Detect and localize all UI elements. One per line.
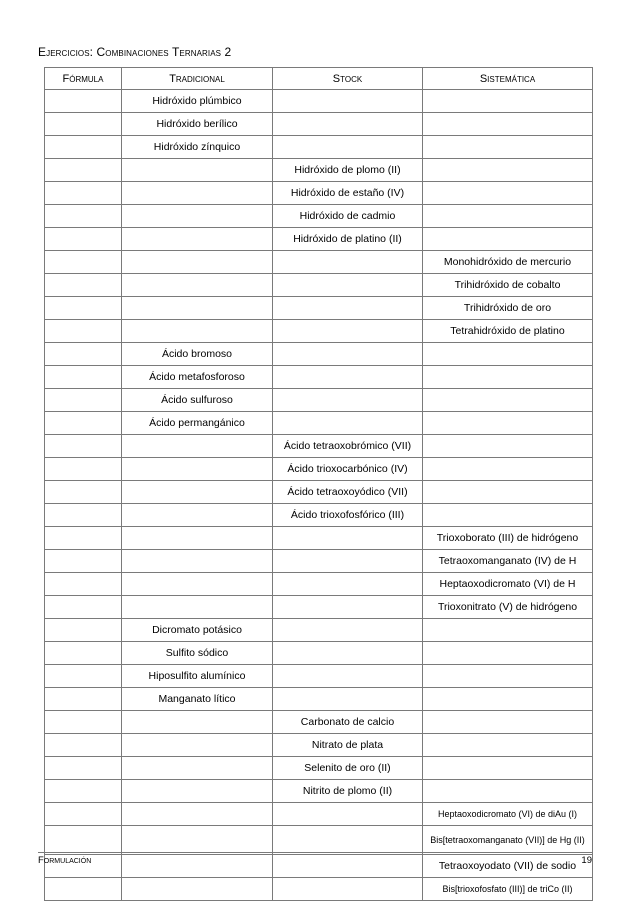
systematic-name-cell [423,136,593,159]
stock-name-cell: Nitrato de plata [273,734,423,757]
traditional-name-cell [122,481,273,504]
traditional-name-cell [122,734,273,757]
column-header-traditional: Tradicional [122,68,273,90]
table-row [45,458,593,481]
table-row [45,113,593,136]
traditional-name-cell [122,251,273,274]
traditional-name-cell [122,320,273,343]
table-row [45,297,593,320]
table-row [45,780,593,803]
column-header-stock: Stock [273,68,423,90]
table-row [45,826,593,855]
systematic-name-cell [423,412,593,435]
column-header-formula: Fórmula [45,68,122,90]
footer-divider [38,852,592,853]
table-row [45,182,593,205]
traditional-name-cell: Ácido metafosforoso [122,366,273,389]
traditional-name-cell [122,435,273,458]
table-header-row [45,68,593,90]
traditional-name-cell [122,711,273,734]
systematic-name-cell [423,665,593,688]
stock-name-cell: Nitrito de plomo (II) [273,780,423,803]
traditional-name-cell [122,803,273,826]
formula-cell [45,481,122,504]
formula-cell [45,504,122,527]
stock-name-cell [273,826,423,855]
systematic-name-cell [423,619,593,642]
systematic-name-cell [423,711,593,734]
formula-cell [45,251,122,274]
table-row [45,159,593,182]
stock-name-cell [273,113,423,136]
traditional-name-cell [122,780,273,803]
formula-cell [45,458,122,481]
stock-name-cell [273,389,423,412]
stock-name-cell [273,274,423,297]
systematic-name-cell [423,389,593,412]
systematic-name-cell [423,688,593,711]
traditional-name-cell: Hidróxido zínquico [122,136,273,159]
stock-name-cell [273,688,423,711]
formula-cell [45,688,122,711]
traditional-name-cell [122,297,273,320]
traditional-name-cell [122,159,273,182]
systematic-name-cell: Trihidróxido de cobalto [423,274,593,297]
formula-cell [45,182,122,205]
table-row [45,205,593,228]
table-row [45,343,593,366]
stock-name-cell [273,136,423,159]
traditional-name-cell: Ácido sulfuroso [122,389,273,412]
systematic-name-cell: Heptaoxodicromato (VI) de H [423,573,593,596]
formula-cell [45,665,122,688]
systematic-name-cell: Monohidróxido de mercurio [423,251,593,274]
systematic-name-cell [423,642,593,665]
formula-cell [45,734,122,757]
formula-cell [45,780,122,803]
traditional-name-cell [122,182,273,205]
stock-name-cell [273,550,423,573]
systematic-name-cell [423,366,593,389]
table-row [45,320,593,343]
table-row [45,573,593,596]
formula-cell [45,389,122,412]
traditional-name-cell [122,205,273,228]
column-header-systematic: Sistemática [423,68,593,90]
traditional-name-cell [122,458,273,481]
systematic-name-cell: Tetrahidróxido de platino [423,320,593,343]
systematic-name-cell [423,228,593,251]
table-row [45,228,593,251]
table-row [45,251,593,274]
table-row [45,855,593,878]
page-number: 19 [581,855,592,866]
page-title: Ejercicios: Combinaciones Ternarias 2 [38,45,232,59]
stock-name-cell [273,665,423,688]
traditional-name-cell: Sulfito sódico [122,642,273,665]
formula-cell [45,159,122,182]
table-row [45,734,593,757]
table-row [45,435,593,458]
systematic-name-cell: Bis[trioxofosfato (III)] de triCo (II) [423,878,593,901]
formula-cell [45,343,122,366]
table-row [45,803,593,826]
stock-name-cell [273,251,423,274]
table-row [45,550,593,573]
stock-name-cell [273,619,423,642]
systematic-name-cell: Trihidróxido de oro [423,297,593,320]
traditional-name-cell [122,274,273,297]
formula-cell [45,619,122,642]
stock-name-cell [273,527,423,550]
systematic-name-cell [423,757,593,780]
systematic-name-cell [423,734,593,757]
stock-name-cell [273,855,423,878]
table-row [45,619,593,642]
formula-cell [45,297,122,320]
table-row [45,527,593,550]
traditional-name-cell: Hiposulfito alumínico [122,665,273,688]
traditional-name-cell [122,504,273,527]
systematic-name-cell [423,343,593,366]
systematic-name-cell [423,504,593,527]
stock-name-cell [273,297,423,320]
table-row [45,366,593,389]
traditional-name-cell: Dicromato potásico [122,619,273,642]
systematic-name-cell: Tetraoxomanganato (IV) de H [423,550,593,573]
traditional-name-cell: Ácido permangánico [122,412,273,435]
formula-cell [45,596,122,619]
table-row [45,136,593,159]
stock-name-cell [273,596,423,619]
traditional-name-cell [122,550,273,573]
table-row [45,389,593,412]
stock-name-cell [273,642,423,665]
formula-cell [45,136,122,159]
formula-cell [45,826,122,855]
stock-name-cell: Hidróxido de cadmio [273,205,423,228]
systematic-name-cell [423,435,593,458]
systematic-name-cell [423,481,593,504]
systematic-name-cell: Trioxonitrato (V) de hidrógeno [423,596,593,619]
table-row [45,642,593,665]
stock-name-cell [273,343,423,366]
stock-name-cell: Ácido tetraoxobrómico (VII) [273,435,423,458]
formula-cell [45,320,122,343]
stock-name-cell: Selenito de oro (II) [273,757,423,780]
formula-cell [45,435,122,458]
table-row [45,757,593,780]
table-row [45,90,593,113]
table-row [45,481,593,504]
systematic-name-cell: Bis[tetraoxomanganato (VII)] de Hg (II) [423,826,593,855]
systematic-name-cell: Tetraoxoyodato (VII) de sodio [423,855,593,878]
stock-name-cell: Ácido trioxocarbónico (IV) [273,458,423,481]
systematic-name-cell [423,780,593,803]
table-row [45,711,593,734]
formula-cell [45,366,122,389]
traditional-name-cell [122,826,273,855]
traditional-name-cell: Hidróxido berílico [122,113,273,136]
traditional-name-cell [122,855,273,878]
traditional-name-cell [122,573,273,596]
formula-cell [45,878,122,901]
traditional-name-cell [122,878,273,901]
formula-cell [45,527,122,550]
systematic-name-cell [423,113,593,136]
table-row [45,688,593,711]
traditional-name-cell [122,527,273,550]
stock-name-cell: Ácido trioxofosfórico (III) [273,504,423,527]
formula-cell [45,803,122,826]
formula-cell [45,757,122,780]
formula-cell [45,205,122,228]
stock-name-cell [273,878,423,901]
formula-cell [45,412,122,435]
formula-cell [45,573,122,596]
stock-name-cell: Hidróxido de plomo (II) [273,159,423,182]
stock-name-cell: Ácido tetraoxoyódico (VII) [273,481,423,504]
formula-cell [45,550,122,573]
formula-cell [45,274,122,297]
systematic-name-cell [423,90,593,113]
formula-cell [45,90,122,113]
stock-name-cell: Hidróxido de platino (II) [273,228,423,251]
table-row [45,412,593,435]
systematic-name-cell [423,182,593,205]
table-row [45,504,593,527]
table-row [45,274,593,297]
stock-name-cell [273,412,423,435]
traditional-name-cell [122,757,273,780]
table-row [45,596,593,619]
traditional-name-cell: Hidróxido plúmbico [122,90,273,113]
formula-cell [45,228,122,251]
exercise-table [44,67,593,901]
stock-name-cell: Hidróxido de estaño (IV) [273,182,423,205]
systematic-name-cell: Trioxoborato (III) de hidrógeno [423,527,593,550]
systematic-name-cell: Heptaoxodicromato (VI) de diAu (I) [423,803,593,826]
stock-name-cell [273,573,423,596]
systematic-name-cell [423,205,593,228]
stock-name-cell [273,803,423,826]
table-row [45,665,593,688]
table-body [45,90,593,901]
stock-name-cell [273,366,423,389]
formula-cell [45,113,122,136]
traditional-name-cell [122,596,273,619]
formula-cell [45,642,122,665]
stock-name-cell [273,320,423,343]
formula-cell [45,711,122,734]
stock-name-cell [273,90,423,113]
systematic-name-cell [423,458,593,481]
systematic-name-cell [423,159,593,182]
traditional-name-cell: Manganato lítico [122,688,273,711]
traditional-name-cell: Ácido bromoso [122,343,273,366]
footer-label: Formulación [38,855,92,866]
traditional-name-cell [122,228,273,251]
stock-name-cell: Carbonato de calcio [273,711,423,734]
table-row [45,878,593,901]
